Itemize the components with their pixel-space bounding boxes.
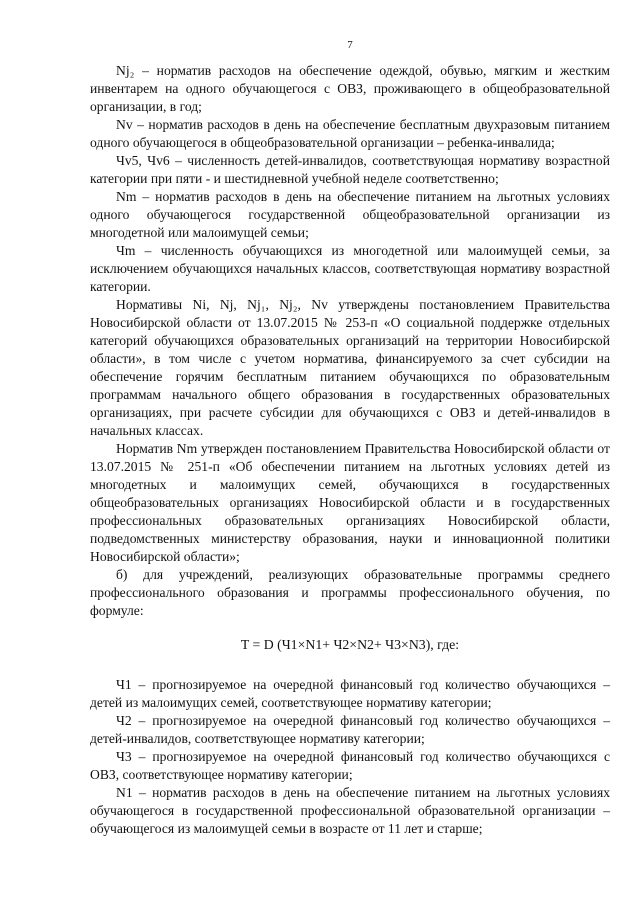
paragraph-ch1: Ч1 – прогнозируемое на очередной финансовый год количество обучающихся – детей из малоимущих семей, соответствующее нормативу категории; (90, 677, 610, 710)
paragraph-ch3: Ч3 – прогнозируемое на очередной финансовый год количество обучающихся с ОВЗ, соответствующее нормативу категории; (90, 749, 610, 782)
formula: T = D (Ч1×N1+ Ч2×N2+ Ч3×N3), где: (240, 637, 460, 652)
paragraph-nj2: Nj₂ – норматив расходов на обеспечение одеждой, обувью, мягким и жестким инвентарем на одного обучающегося с ОВЗ, проживающего в общеобразовательной организации, в год; (90, 63, 610, 114)
paragraph-nm: Nm – норматив расходов в день на обеспечение питанием на льготных условиях одного обучающегося государственной общеобразовательной организации из многодетной или малоимущей семьи; (90, 189, 610, 240)
paragraph-item-b: б) для учреждений, реализующих образовательные программы среднего профессионального образования и программы профессионального обучения, по формуле: (90, 567, 610, 618)
paragraph-chv5-chv6: Чv5, Чv6 – численность детей-инвалидов, соответствующая нормативу возрастной категории при пяти - и шестидневной учебной неделе соответственно; (90, 153, 610, 186)
paragraph-chm: Чm – численность обучающихся из многодетной или малоимущей семьи, за исключением обучающихся начальных классов, соответствующая нормативу возрастной категории. (90, 243, 610, 294)
page-number: 7 (347, 39, 353, 51)
paragraph-nm-approved: Норматив Nm утвержден постановлением Правительства Новосибирской области от 13.07.2015 № 251-п «Об обеспечении питанием на льготных условиях детей из многодетных и малоимущих семей, обучающихся в государственных общеобразовательных организациях Новосибирской области и в государственных профессиональных образовательных организациях Новосибирской области, подведомственных министерству образования, науки и инновационной политики Новосибирской области»; (90, 441, 610, 564)
paragraph-ch2: Ч2 – прогнозируемое на очередной финансовый год количество обучающихся – детей-инвалидов, соответствующее нормативу категории; (90, 713, 610, 746)
paragraph-normatives-approved: Нормативы Ni, Nj, Nj₁, Nj₂, Nv утверждены постановлением Правительства Новосибирской области от 13.07.2015 № 253-п «О социальной поддержке отдельных категорий обучающихся образовательных организаций на территории Новосибирской области», в том числе с учетом норматива, финансируемого за счет субсидии на обеспечение горячим бесплатным питанием обучающихся по образовательным программам начального общего образования в государственных образовательных организациях, при расчете субсидии для обучающихся с ОВЗ и детей-инвалидов в начальных классах. (90, 297, 610, 438)
paragraph-nv: Nv – норматив расходов в день на обеспечение бесплатным двухразовым питанием одного обучающегося в общеобразовательной организации – ребенка-инвалида; (90, 117, 610, 150)
paragraph-n1: N1 – норматив расходов в день на обеспечение питанием на льготных условиях обучающегося в государственной профессиональной образовательной организации – обучающегося из малоимущей семьи в возрасте от 11 лет и старше; (90, 785, 610, 836)
